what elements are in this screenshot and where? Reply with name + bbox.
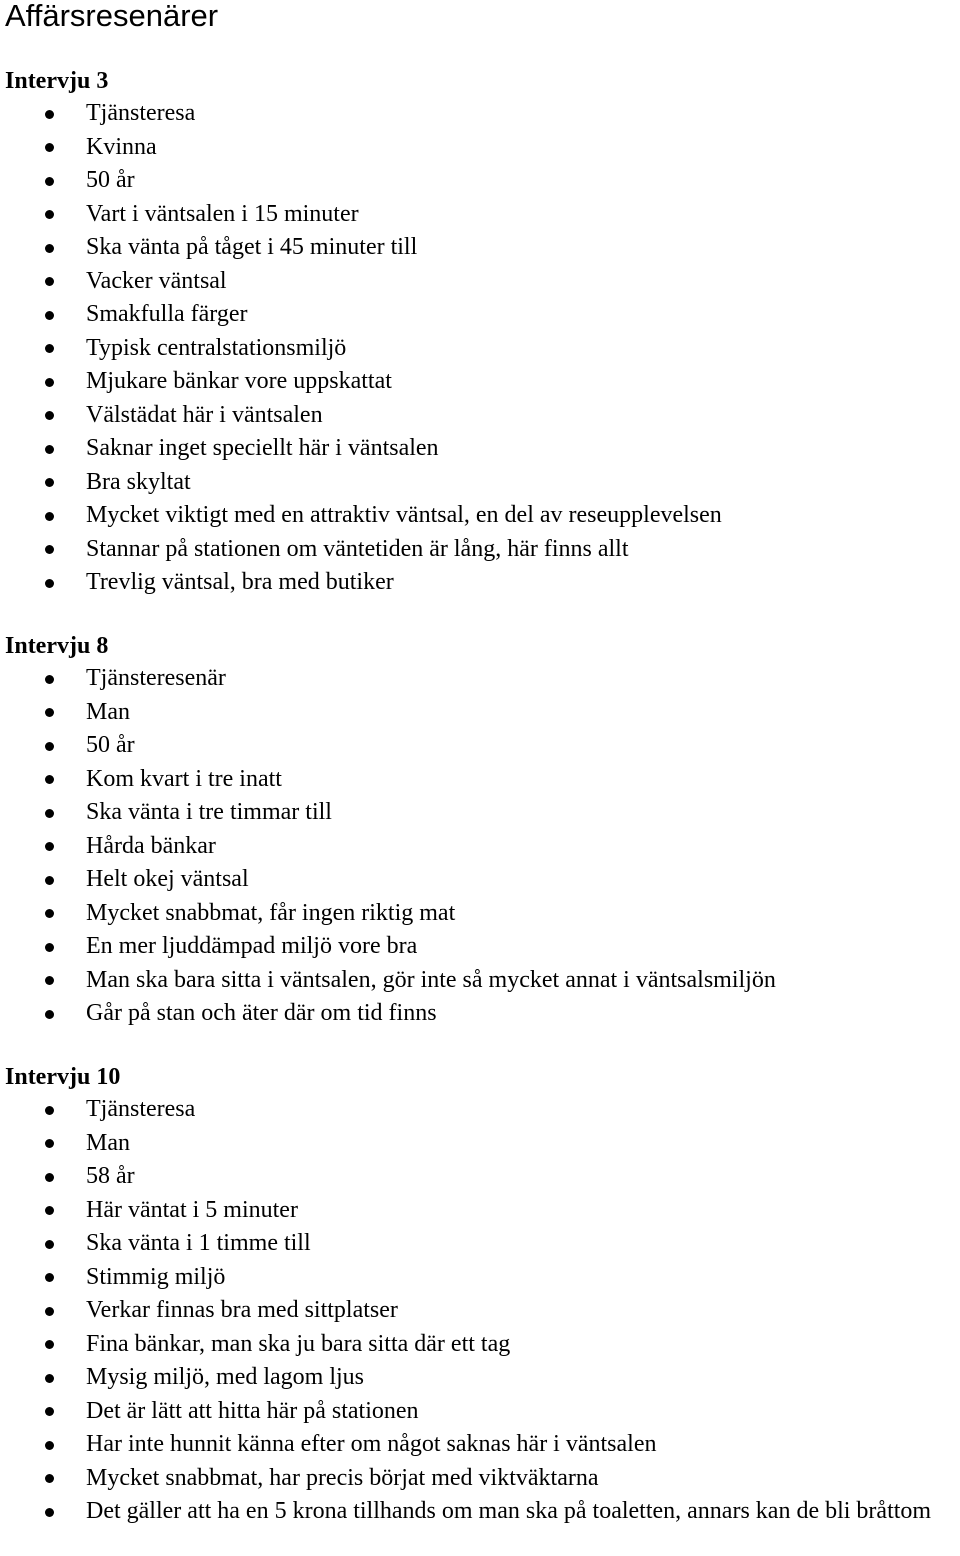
bullet-icon [45,1206,54,1215]
list-item [0,432,960,466]
list-item-text: Mjukare bänkar vore uppskattat [86,368,392,394]
bullet-icon [45,478,54,487]
list-item-text: Har inte hunnit känna efter om något saknas här i väntsalen [86,1431,657,1457]
list-item [0,399,960,433]
list-item [0,533,960,567]
list-item-text: Tjänsteresa [86,100,196,126]
list-item-text: Saknar inget speciellt här i väntsalen [86,435,439,461]
list-item-text: Vart i väntsalen i 15 minuter [86,200,359,227]
bullet-icon [45,1407,54,1416]
bullet-icon [45,1139,54,1148]
list-item [0,1261,960,1295]
bullet-icon [45,675,54,684]
list-item [0,198,960,232]
list-item-text: Mycket snabbmat, har precis börjat med viktväktarna [86,1464,599,1491]
bullet-icon [45,277,54,286]
list-item-text: Ska vänta i tre timmar till [86,799,332,825]
list-item [0,265,960,299]
list-item [0,231,960,265]
bullet-icon [45,1340,54,1349]
list-item-text: Ska vänta på tåget i 45 minuter till [86,234,418,260]
bullet-icon [45,775,54,784]
bullet-icon [45,1240,54,1249]
bullet-icon [45,1173,54,1182]
list-item [0,1428,960,1462]
list-item [0,796,960,830]
list-item [0,897,960,931]
bullet-icon [45,943,54,952]
bullet-icon [45,1273,54,1282]
document-title: Affärsresenärer [5,0,219,33]
list-item [0,1160,960,1194]
list-item [0,662,960,696]
list-item [0,365,960,399]
bullet-icon [45,545,54,554]
bullet-list [0,662,960,1031]
list-item [0,332,960,366]
list-item-text: Det gäller att ha en 5 krona tillhands om man ska på toaletten, annars kan de bli bråttom [86,1498,932,1524]
list-item-text: Här väntat i 5 minuter [86,1196,298,1223]
list-item-text: Kvinna [86,133,157,160]
list-item-text: Trevlig väntsal, bra med butiker [86,569,394,595]
bullet-icon [45,378,54,387]
bullet-icon [45,742,54,751]
section-heading: Intervju 10 [5,1064,121,1090]
list-item-text: 50 år [86,732,135,758]
bullet-icon [45,1106,54,1115]
list-item [0,964,960,998]
bullet-icon [45,708,54,717]
bullet-icon [45,512,54,521]
bullet-icon [45,1508,54,1517]
list-item [0,1361,960,1395]
list-item [0,1294,960,1328]
list-item [0,863,960,897]
bullet-list [0,97,960,600]
list-item [0,1328,960,1362]
section-heading: Intervju 3 [5,68,109,94]
interview-section-8 [0,630,960,1031]
bullet-icon [45,344,54,353]
list-item-text: Tjänsteresa [86,1096,196,1122]
bullet-icon [45,579,54,588]
interview-section-3 [0,65,960,600]
bullet-icon [45,809,54,818]
list-item-text: Tjänsteresenär [86,665,226,691]
list-item [0,1093,960,1127]
list-item-text: Det är lätt att hitta här på stationen [86,1397,419,1424]
bullet-icon [45,143,54,152]
list-item [0,930,960,964]
list-item-text: Man [86,698,130,725]
list-item [0,696,960,730]
list-item [0,97,960,131]
list-item-text: Smakfulla färger [86,301,248,327]
list-item-text: 58 år [86,1163,135,1189]
list-item-text: Vacker väntsal [86,267,227,294]
bullet-icon [45,976,54,985]
list-item-text: Hårda bänkar [86,832,216,859]
bullet-icon [45,177,54,186]
bullet-icon [45,842,54,851]
bullet-icon [45,311,54,320]
list-item-text: Stimmig miljö [86,1263,226,1290]
list-item [0,298,960,332]
list-item-text: Man ska bara sitta i väntsalen, gör inte så mycket annat i väntsalsmiljön [86,966,776,993]
bullet-icon [45,210,54,219]
list-item [0,1462,960,1496]
list-item [0,763,960,797]
list-item-text: Typisk centralstationsmiljö [86,334,347,361]
bullet-icon [45,445,54,454]
list-item-text: Mycket viktigt med en attraktiv väntsal, en del av reseupplevelsen [86,502,722,528]
bullet-icon [45,1474,54,1483]
list-item-text: Verkar finnas bra med sittplatser [86,1297,398,1323]
list-item [0,1495,960,1529]
list-item-text: Stannar på stationen om väntetiden är lång, här finns allt [86,535,629,562]
list-item [0,1227,960,1261]
list-item [0,830,960,864]
bullet-icon [45,1374,54,1383]
list-item [0,1395,960,1429]
list-item [0,466,960,500]
list-item-text: Man [86,1129,130,1156]
bullet-icon [45,244,54,253]
list-item-text: Välstädat här i väntsalen [86,401,323,428]
bullet-icon [45,909,54,918]
list-item-text: 50 år [86,167,135,193]
list-item [0,499,960,533]
section-heading: Intervju 8 [5,633,109,659]
list-item [0,997,960,1031]
list-item-text: Mysig miljö, med lagom ljus [86,1364,365,1390]
bullet-icon [45,411,54,420]
list-item [0,1127,960,1161]
bullet-icon [45,1307,54,1316]
list-item-text: Går på stan och äter där om tid finns [86,1000,437,1026]
bullet-icon [45,1441,54,1450]
bullet-icon [45,876,54,885]
list-item [0,729,960,763]
list-item [0,1194,960,1228]
list-item-text: Mycket snabbmat, får ingen riktig mat [86,899,456,926]
bullet-icon [45,1010,54,1019]
list-item [0,164,960,198]
list-item-text: Fina bänkar, man ska ju bara sitta där ett tag [86,1330,511,1357]
bullet-list [0,1093,960,1529]
list-item-text: Kom kvart i tre inatt [86,765,282,792]
list-item-text: Bra skyltat [86,468,191,495]
list-item-text: Ska vänta i 1 timme till [86,1230,311,1256]
list-item [0,131,960,165]
list-item-text: Helt okej väntsal [86,866,249,892]
bullet-icon [45,110,54,119]
list-item-text: En mer ljuddämpad miljö vore bra [86,933,418,959]
interview-section-10 [0,1061,960,1529]
list-item [0,566,960,600]
